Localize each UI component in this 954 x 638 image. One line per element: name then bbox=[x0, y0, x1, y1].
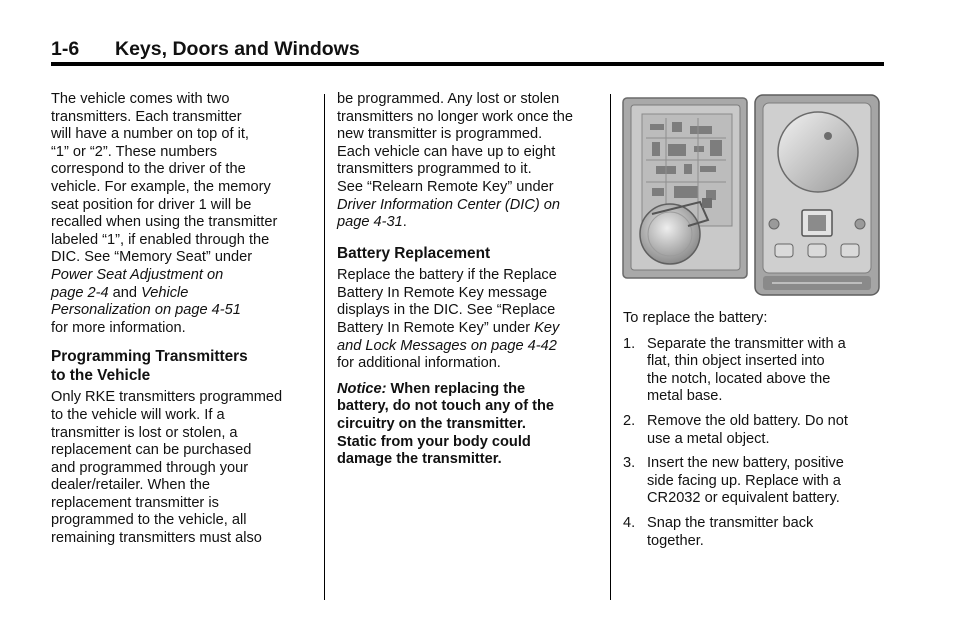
step-text: Snap the transmitter back together. bbox=[647, 514, 814, 549]
continued-paragraph bbox=[337, 91, 603, 232]
continued-text: be programmed. Any lost or stolen transmitters no longer work once the new transmitter is programmed. Each vehicle can have up to eight transmitters programmed to it. See “Relearn Remote Key” under bbox=[337, 91, 574, 195]
key-lock-messages-link[interactable]: Key and Lock Messages on page 4-42 bbox=[337, 320, 560, 354]
dic-link[interactable]: Driver Information Center (DIC) on page 4-31 bbox=[337, 196, 561, 231]
page-number: 1-6 bbox=[51, 38, 80, 60]
battery-text: Replace the battery if the Replace Battery In Remote Key message displays in the DIC. See “Replace Battery In Remote Key” under bbox=[337, 267, 557, 337]
page-header bbox=[51, 38, 360, 61]
more-info-text: for more information. bbox=[51, 319, 186, 336]
step-2 bbox=[623, 413, 885, 448]
step-number: 4. bbox=[623, 514, 636, 531]
intro-paragraph bbox=[51, 91, 313, 337]
notice-text: When replacing the battery, do not touch any of the circuitry on the transmitter. Static from your body could damage the transmitter. bbox=[337, 380, 555, 468]
power-seat-link[interactable]: Power Seat Adjustment on page 2-4 bbox=[51, 266, 224, 301]
period-text: . bbox=[402, 214, 407, 231]
step-4 bbox=[623, 515, 885, 550]
battery-paragraph bbox=[337, 267, 603, 373]
notice-label: Notice: bbox=[337, 380, 387, 397]
battery-replacement-heading: Battery Replacement bbox=[337, 244, 491, 262]
column-2 bbox=[337, 91, 603, 469]
column-3 bbox=[623, 91, 885, 557]
column-1 bbox=[51, 91, 313, 548]
step-text: Remove the old battery. Do not use a metal object. bbox=[647, 412, 848, 447]
column-divider-1 bbox=[324, 94, 325, 600]
and-text: and bbox=[108, 284, 142, 301]
column-divider-2 bbox=[610, 94, 611, 600]
step-number: 1. bbox=[623, 335, 636, 352]
battery-end-text: for additional information. bbox=[337, 355, 501, 372]
notice-paragraph bbox=[337, 381, 603, 469]
programming-transmitters-heading: Programming Transmitters to the Vehicle bbox=[51, 348, 248, 384]
vehicle-personalization-link[interactable]: Vehicle Personalization on page 4-51 bbox=[51, 284, 241, 319]
replace-intro: To replace the battery: bbox=[623, 310, 768, 326]
header-rule bbox=[51, 62, 884, 66]
step-3 bbox=[623, 455, 885, 508]
intro-text: The vehicle comes with two transmitters. Each transmitter will have a number on top of it, “1” or “2”. These numbers correspond to the driver of the vehicle. For example, the memory seat position for driver 1 will be recalled when using the transmitter labeled “1”, if enabled through the DIC. See “Memory Seat” under bbox=[51, 91, 278, 266]
page-title: Keys, Doors and Windows bbox=[115, 38, 360, 60]
step-text: Insert the new battery, positive side facing up. Replace with a CR2032 or equivalent battery. bbox=[647, 455, 844, 507]
transmitter-battery-illustration-icon bbox=[622, 94, 881, 304]
step-text: Separate the transmitter with a flat, thin object inserted into the notch, located above the metal base. bbox=[647, 335, 846, 405]
step-number: 2. bbox=[623, 412, 636, 429]
step-1 bbox=[623, 336, 885, 406]
step-number: 3. bbox=[623, 455, 636, 472]
programming-paragraph: Only RKE transmitters programmed to the vehicle will work. If a transmitter is lost or stolen, a replacement can be purchased and programmed through your dealer/retailer. When the replacement transmitter is programmed to the vehicle, all remaining transmitters must also bbox=[51, 389, 283, 547]
replacement-steps bbox=[623, 336, 885, 551]
